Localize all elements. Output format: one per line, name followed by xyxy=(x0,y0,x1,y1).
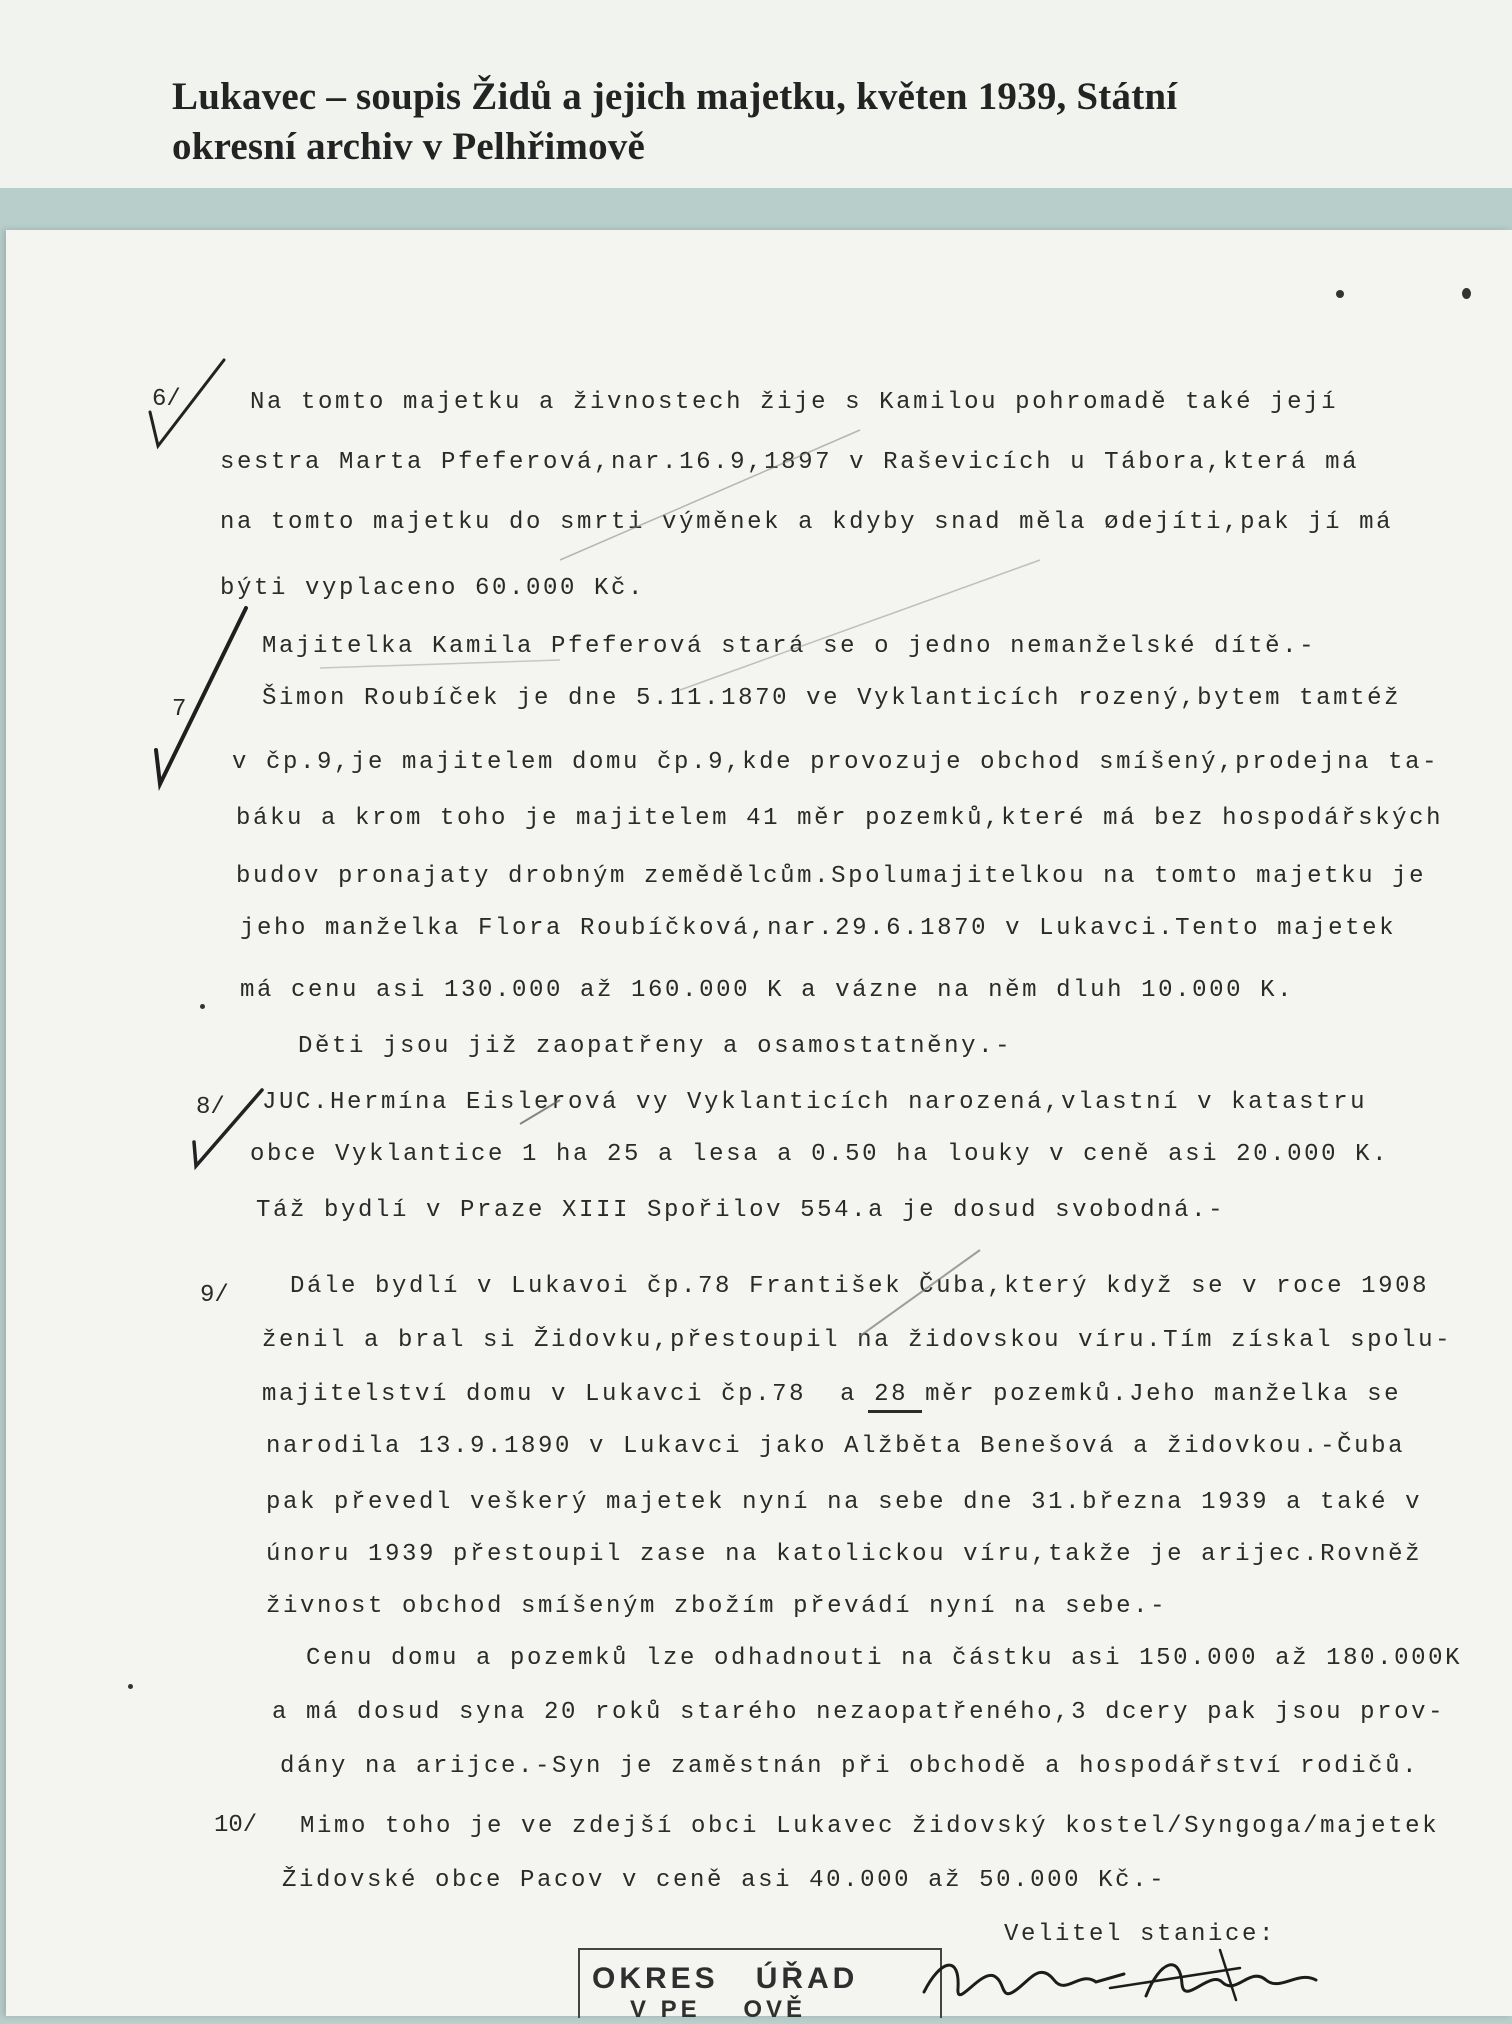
doc-line: Cenu domu a pozemků lze odhadnouti na částku asi 150.000 až 180.000K xyxy=(306,1645,1463,1672)
doc-line: Děti jsou již zaopatřeny a osamostatněny.- xyxy=(298,1033,1013,1060)
ink-speck xyxy=(1336,290,1344,298)
doc-line: Mimo toho je ve zdejší obci Lukavec židovský kostel/Syngoga/majetek xyxy=(300,1813,1440,1840)
caption-title-line-1: Lukavec – soupis Židů a jejich majetku, květen 1939, Státní xyxy=(172,75,1178,118)
doc-line: Židovské obce Pacov v ceně asi 40.000 až 50.000 Kč.- xyxy=(282,1867,1167,1894)
doc-line: v čp.9,je majitelem domu čp.9,kde provozuje obchod smíšený,prodejna ta- xyxy=(232,749,1440,776)
doc-line: Táž bydlí v Praze XIII Spořilov 554.a je dosud svobodná.- xyxy=(256,1197,1226,1224)
doc-line: obce Vyklantice 1 ha 25 a lesa a 0.50 ha louky v ceně asi 20.000 K. xyxy=(250,1141,1390,1168)
doc-line: JUC.Hermína Eislerová vy Vyklanticích narozená,vlastní v katastru xyxy=(262,1089,1368,1116)
signoff-label: Velitel stanice: xyxy=(1004,1921,1277,1948)
section-number-10: 10/ xyxy=(214,1812,258,1839)
doc-line: ženil a bral si Židovku,přestoupil na židovskou víru.Tím získal spolu- xyxy=(262,1327,1453,1354)
section-number-8: 8/ xyxy=(196,1094,225,1121)
doc-line: budov pronajaty drobným zemědělcům.Spolumajitelkou na tomto majetku je xyxy=(236,863,1427,890)
stamp-text-line-2: V PE OVĚ xyxy=(630,1996,807,2023)
doc-line: Na tomto majetku a živnostech žije s Kamilou pohromadě také její xyxy=(250,389,1339,416)
doc-line: jeho manželka Flora Roubíčková,nar.29.6.1870 v Lukavci.Tento majetek xyxy=(240,915,1397,942)
section-number-6: 6/ xyxy=(152,386,181,413)
doc-line: majitelství domu v Lukavci čp.78 a 28 měr pozemků.Jeho manželka se xyxy=(262,1381,1402,1408)
doc-line: báku a krom toho je majitelem 41 měr pozemků,které má bez hospodářských xyxy=(236,805,1444,832)
doc-line: sestra Marta Pfeferová,nar.16.9,1897 v Raševicích u Tábora,která má xyxy=(220,449,1360,476)
section-number-9: 9/ xyxy=(200,1282,229,1309)
section-number-7: 7 xyxy=(172,696,187,723)
ink-speck xyxy=(128,1684,133,1689)
doc-line: na tomto majetku do smrti výměnek a kdyby snad měla ødejíti,pak jí má xyxy=(220,509,1394,536)
handwritten-signature xyxy=(920,1940,1320,2016)
doc-line: únoru 1939 přestoupil zase na katolickou víru,takže je arijec.Rovněž xyxy=(266,1541,1423,1568)
doc-line: živnost obchod smíšeným zbožím převádí nyní na sebe.- xyxy=(266,1593,1168,1620)
ink-speck xyxy=(1462,288,1471,299)
doc-line: má cenu asi 130.000 až 160.000 K a vázne na něm dluh 10.000 K. xyxy=(240,977,1295,1004)
doc-line: Šimon Roubíček je dne 5.11.1870 ve Vyklanticích rozený,bytem tamtéž xyxy=(262,685,1402,712)
stamp-text-line-1: OKRES ÚŘAD xyxy=(592,1962,859,1995)
doc-line: býti vyplaceno 60.000 Kč. xyxy=(220,575,646,602)
doc-line: pak převedl veškerý majetek nyní na sebe dne 31.března 1939 a také v xyxy=(266,1489,1423,1516)
doc-line: a má dosud syna 20 roků starého nezaopatřeného,3 dcery pak jsou prov- xyxy=(272,1699,1446,1726)
office-stamp xyxy=(578,1948,942,2023)
doc-line: Majitelka Kamila Pfeferová stará se o jedno nemanželské dítě.- xyxy=(262,633,1317,660)
caption-title-line-2: okresní archiv v Pelhřimově xyxy=(172,125,645,168)
ink-speck xyxy=(200,1004,205,1009)
doc-line: dány na arijce.-Syn je zaměstnán při obchodě a hospodářství rodičů. xyxy=(280,1753,1420,1780)
doc-line: Dále bydlí v Lukavoi čp.78 František Čuba,který když se v roce 1908 xyxy=(290,1273,1430,1300)
doc-line: narodila 13.9.1890 v Lukavci jako Alžběta Benešová a židovkou.-Čuba xyxy=(266,1433,1406,1460)
